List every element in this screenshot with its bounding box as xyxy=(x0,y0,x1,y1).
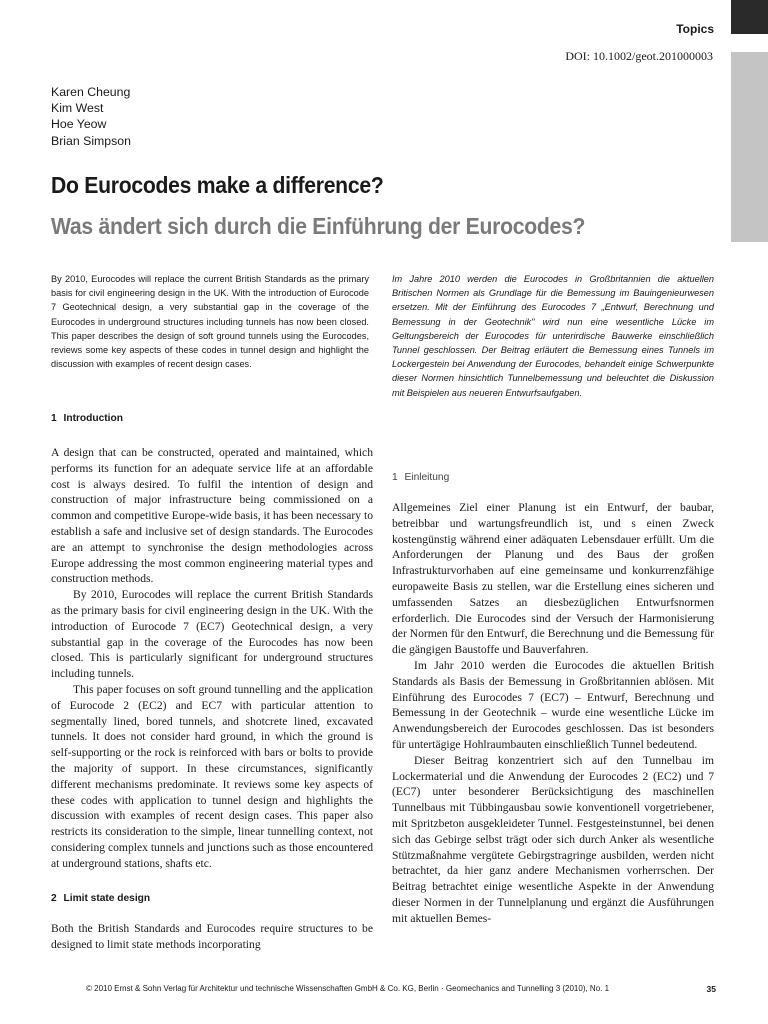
section-title: Einleitung xyxy=(404,472,450,483)
author-name: Karen Cheung xyxy=(51,85,131,99)
paper-title-english: Do Eurocodes make a difference? xyxy=(51,172,384,198)
body-column-german-intro xyxy=(392,500,714,927)
section-number: 1 xyxy=(392,472,398,483)
body-column-english-limit-state xyxy=(51,921,373,953)
paragraph: Im Jahr 2010 werden die Eurocodes die aktuellen British Standards als Basis der Bemessung in Großbritannien ablösen. Mit Einführung des Eurocodes 7 (EC7) – Entwurf, Berechnung und Bemessung in der Geotechnik – wurde eine wesentliche Lücke im Anwendungsbereich der Eurocodes geschlossen. Das ist besonders für untertägige Hohlraumbauten einschließlich Tunnel bedeutend. xyxy=(392,658,714,751)
author-name: Brian Simpson xyxy=(51,133,131,148)
section-number: 2 xyxy=(51,893,57,904)
paragraph: Both the British Standards and Eurocodes require structures to be designed to limit state methods incorporating xyxy=(51,922,373,951)
paragraph: This paper focuses on soft ground tunnelling and the application of Eurocode 2 (EC2) and EC7 with particular attention to segmentally lined, bored tunnels, and shotcrete lined, excavated tunnels. It does not consider hard ground, in which the ground is self-supporting or the rock is reinforced with bars or bolts to provide the majority of support. In these circumstances, significantly different mechanisms predominate. It reviews some key aspects of these codes with application to tunnel design and highlights the discussion with examples of recent design cases. This paper also restricts its consideration to the simple, linear tunnelling context, not considering complex tunnels and junctions such as those encountered at underground stations, shafts etc. xyxy=(51,682,373,870)
author-name: Hoe Yeow xyxy=(51,117,107,132)
section-number: 1 xyxy=(51,413,57,424)
section-tab-bar xyxy=(731,52,768,242)
footer-copyright: © 2010 Ernst & Sohn Verlag für Architektur und technische Wissenschaften GmbH & Co. KG, Berlin · Geomechanics and Tunnelling 3 (2010), No. 1 xyxy=(86,984,610,993)
paragraph: By 2010, Eurocodes will replace the current British Standards as the primary basis for civil engineering design in the UK. With the introduction of Eurocode 7 (EC7) Geotechnical design, a very substantial gap in the coverage of the Eurocodes has now been closed. This is particularly significant for underground structures including tunnels. xyxy=(51,588,373,681)
paper-title-german: Was ändert sich durch die Einführung der Eurocodes? xyxy=(51,213,586,239)
page-footer xyxy=(86,984,716,993)
doi-link[interactable]: DOI: 10.1002/geot.201000003 xyxy=(565,49,713,63)
section-heading-introduction xyxy=(51,413,123,424)
paragraph: Allgemeines Ziel einer Planung ist ein Entwurf, der baubar, betreibbar und wartungsfreundlich ist, und s einen Zweck kostengünstig während einer adäquaten Lebensdauer erfüllt. Um die Anforderungen der Planung und des Baus der großen Infrastrukturvorhaben auf eine gemeinsame und konkurrenzfähige europaweite Basis zu stellen, war die Erstellung eines sicheren und umfassenden Satzes an diesbezüglichen Entwurfsnormen erforderlich. Die Eurocodes sind der Versuch der Harmonisierung der Normen für den Entwurf, die Berechnung und die Bemessung für die gängigen Baustoffe und Bauverfahren. xyxy=(392,501,714,657)
paragraph: Dieser Beitrag konzentriert sich auf den Tunnelbau im Lockermaterial und die Anwendung der Eurocodes 2 (EC2) und 7 (EC7) unter besonderer Berücksichtigung des maschinellen Tunnelbaus mit Tübbingausbau sowie konventionell vorgetriebener, mit Spritzbeton ausgekleideter Tunnel. Festgesteinstunnel, bei denen sich das Gebirge selbst trägt oder sich durch Anker als wesentliche Stützmaßnahme vergütete Gebirgstragringe ausbilden, werden nicht betrachtet, da hier ganz andere Mechanismen vorherrschen. Der Beitrag betrachtet einige wesentliche Aspekte in der Anwendung dieser Normen in der Tunnelplanung und ergänzt die Ausführungen mit aktuellen Bemes- xyxy=(392,753,714,925)
body-column-english-intro xyxy=(51,445,373,872)
section-title: Limit state design xyxy=(63,893,151,904)
section-tab-marker xyxy=(731,0,768,34)
author-name: Kim West xyxy=(51,101,104,116)
abstract-german: Im Jahre 2010 werden die Eurocodes in Großbritannien die aktuellen Britischen Normen als Grundlage für die Bemessung im Bauingenieurwesen ersetzen. Mit der Einführung des Eurocodes 7 „Entwurf, Berechnung und Bemessung in der Geotechnik" wird nun eine wesentliche Lücke im Geltungsbereich der Eurocodes für unterirdische Bauwerke einschließlich Tunnel geschlossen. Der Beitrag erläutert die Bemessung eines Tunnels im Lockergestein bei Anwendung der Eurocodes, behandelt einige Schwerpunkte dieser Normen hinsichtlich Tunnelbemessung und beleuchtet die Diskussion mit Beispielen aus neueren Entwurfsaufgaben. xyxy=(392,274,714,398)
section-title: Introduction xyxy=(63,413,123,424)
section-heading-limit-state xyxy=(51,893,150,904)
page-number: 35 xyxy=(706,984,716,994)
author-list xyxy=(51,84,131,149)
abstract-english: By 2010, Eurocodes will replace the current British Standards as the primary basis for civil engineering design in the UK. With the introduction of Eurocode 7 Geotechnical design, a very substantial gap in the coverage of the Eurocodes in underground structures including tunnels has now been closed. This paper describes the design of soft ground tunnels using the Eurocodes, reviews some key aspects of these codes in tunnel design and highlight the discussion with examples of recent design cases. xyxy=(51,274,369,370)
paragraph: A design that can be constructed, operated and maintained, which performs its function for an adequate service life at an affordable cost is always desired. To fulfil the intention of design and construction of major infrastructure being commissioned on a common and competitive Europe-wide basis, it has been necessary to establish a safe and inclusive set of design standards. The Eurocodes are an attempt to synchronise the design methodologies across Europe addressing the most common engineering material types and construction methods. xyxy=(51,446,373,586)
section-label: Topics xyxy=(676,22,714,36)
section-heading-einleitung xyxy=(392,472,449,483)
